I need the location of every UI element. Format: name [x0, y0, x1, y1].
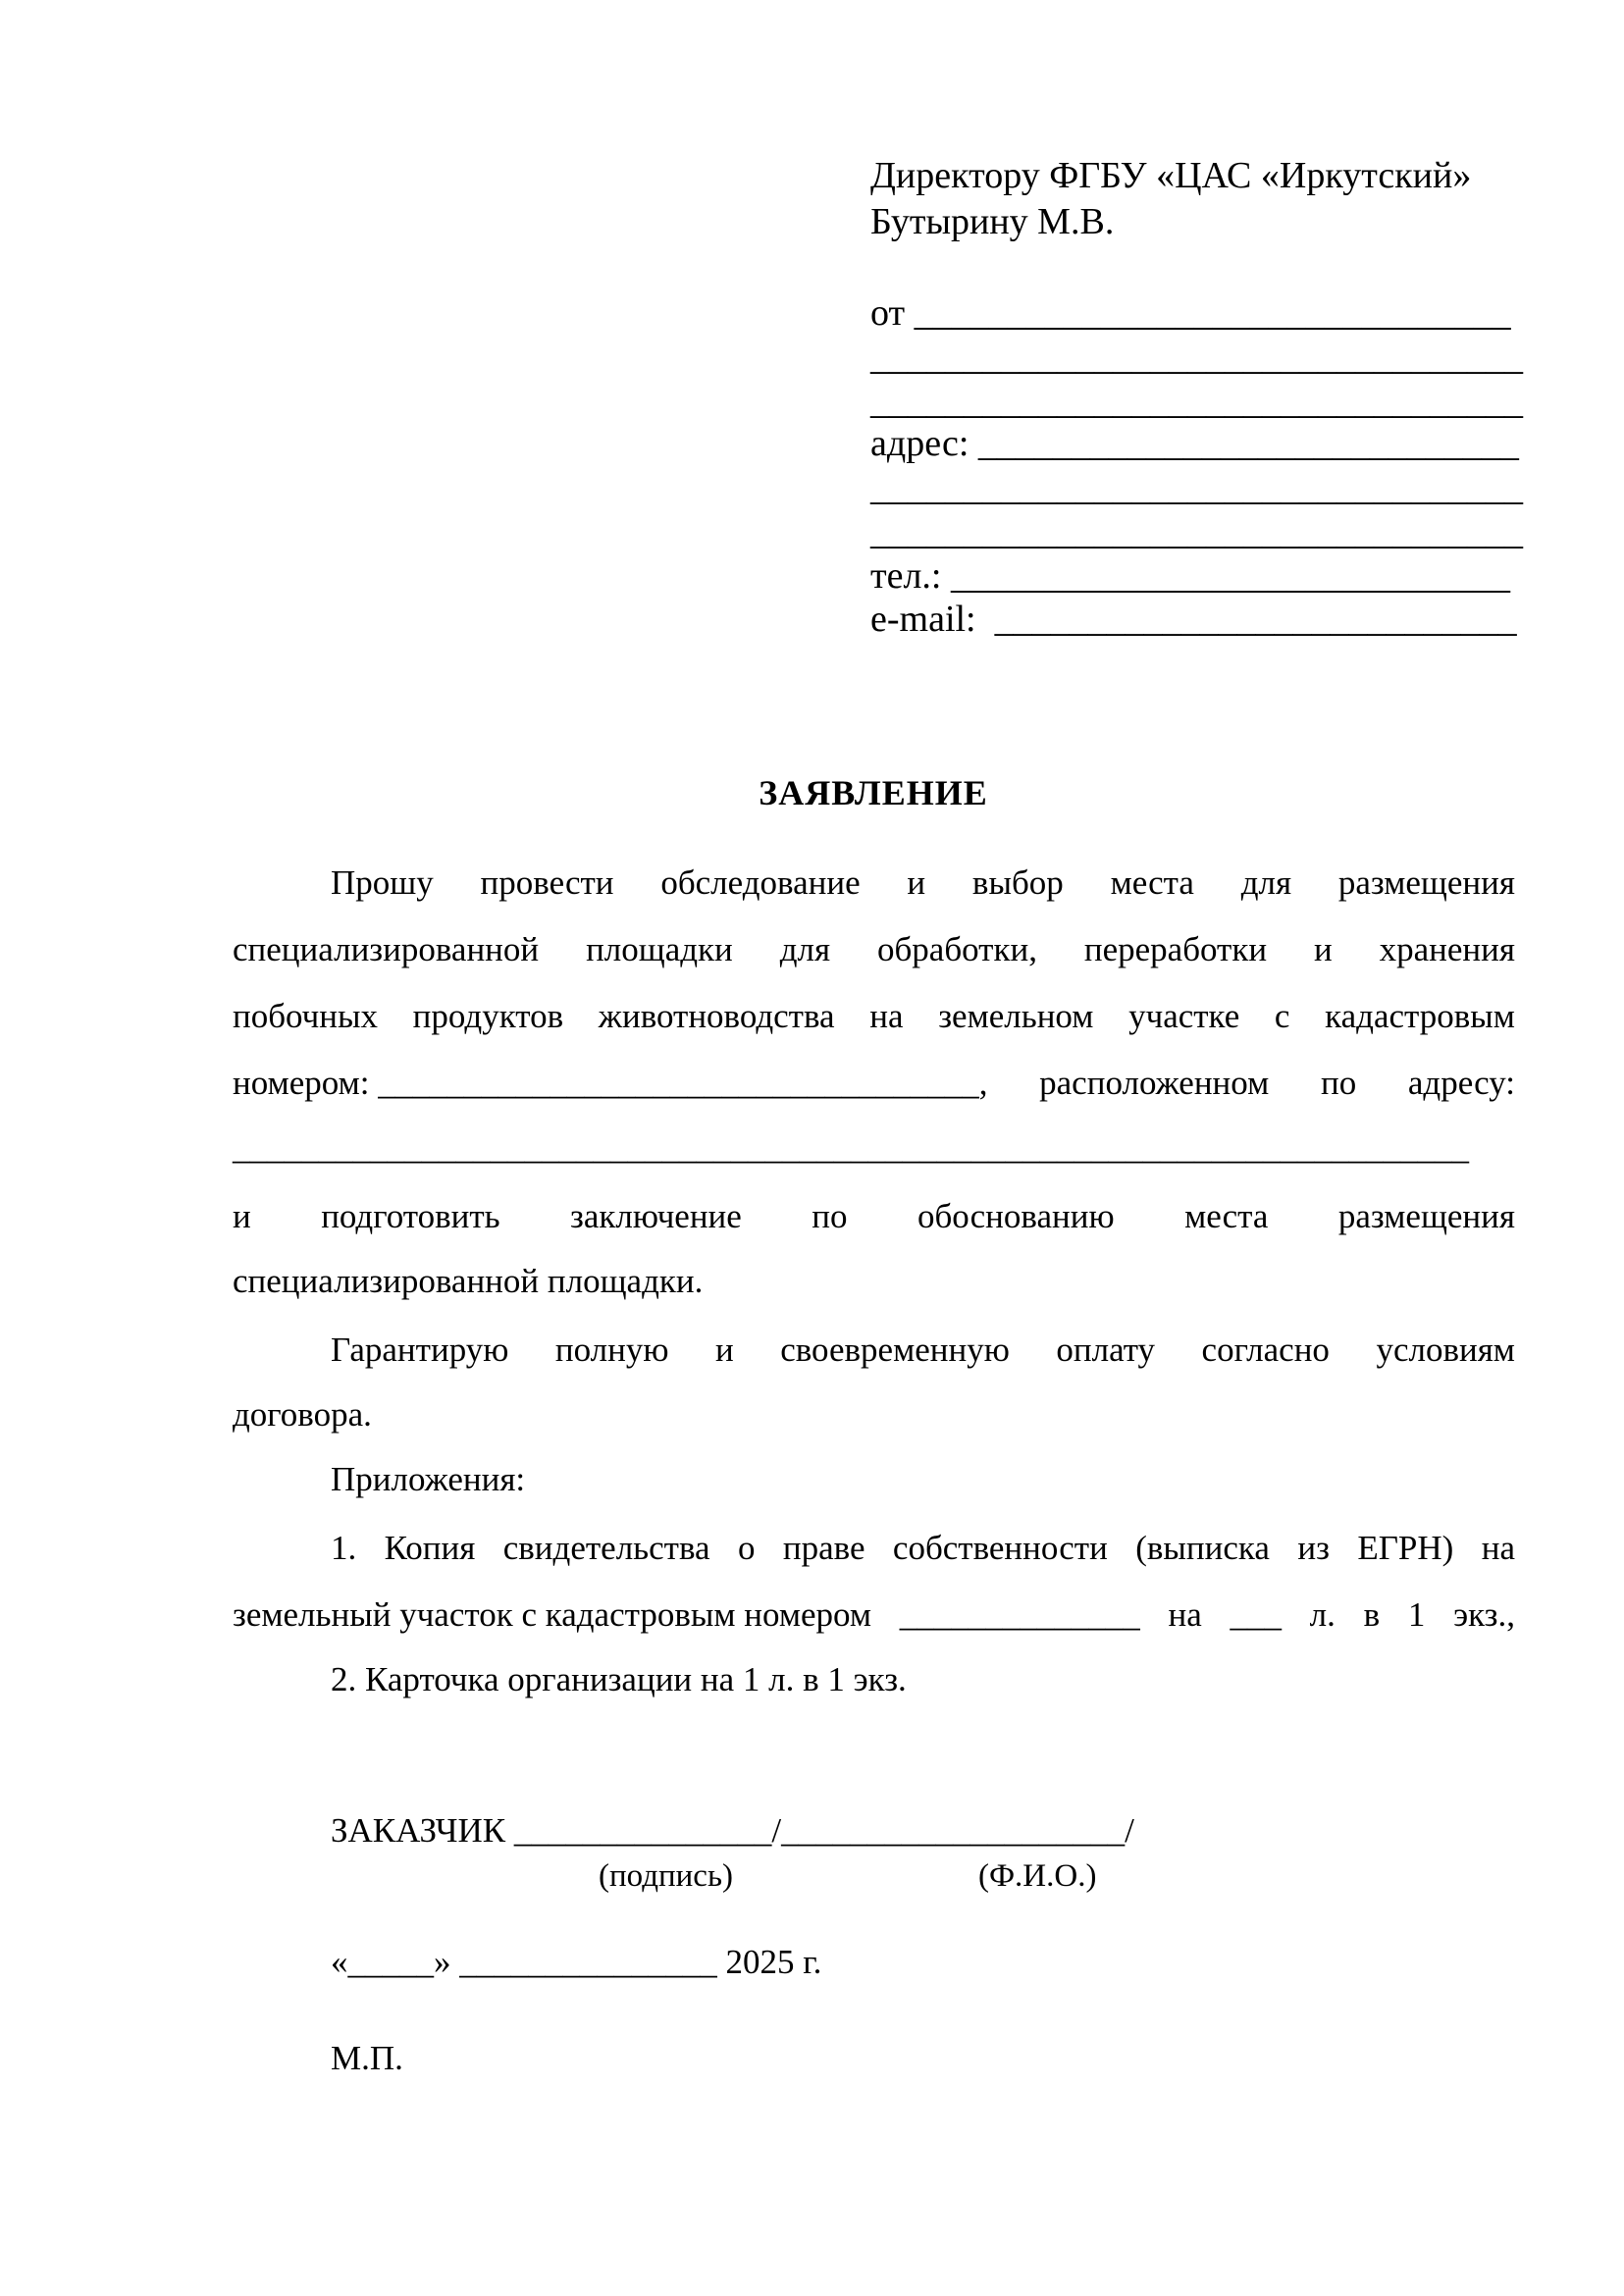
word: полную [554, 1331, 669, 1369]
date-line[interactable]: «_____» _______________ 2025 г. [331, 1943, 822, 1981]
stamp-placeholder: М.П. [331, 2039, 403, 2077]
word: и [233, 1197, 251, 1235]
word: места [1110, 863, 1194, 902]
sender-from-line-2[interactable]: ___________________________________ [870, 337, 1523, 378]
sender-address-line-3[interactable]: ___________________________________ [870, 511, 1523, 552]
word: расположенном [1039, 1064, 1270, 1102]
word: на [869, 997, 904, 1035]
word: по [1320, 1064, 1357, 1102]
word: места [1184, 1197, 1269, 1235]
word: и [715, 1331, 734, 1369]
word: условиям [1376, 1331, 1515, 1369]
word: обследование [660, 863, 861, 902]
word: размещения [1337, 863, 1515, 902]
word: обоснованию [917, 1197, 1115, 1235]
word: собственности [892, 1529, 1108, 1567]
word: праве [782, 1529, 865, 1567]
body-guarantee-line-2: договора. [233, 1395, 372, 1434]
word: адресу: [1407, 1064, 1515, 1102]
word: специализированной [233, 930, 540, 968]
word: с [1274, 997, 1290, 1035]
attachment-1-line-1 [331, 1529, 1515, 1568]
sender-from-line-3[interactable]: ___________________________________ [870, 381, 1523, 422]
word: и [1313, 930, 1333, 968]
word: участке [1128, 997, 1240, 1035]
body-line-5-address-blank[interactable]: ________________________________________________________________________ [233, 1128, 1469, 1167]
attachment-1-line-2 [233, 1595, 1515, 1635]
word: Прошу [331, 863, 434, 902]
word: 1 [1407, 1595, 1426, 1634]
word: побочных [233, 997, 378, 1035]
word: подготовить [321, 1197, 500, 1235]
word: заключение [570, 1197, 742, 1235]
word: хранения [1379, 930, 1515, 968]
body-line-2 [233, 930, 1515, 969]
full-name-caption: (Ф.И.О.) [978, 1858, 1097, 1894]
word: и [907, 863, 926, 902]
sender-phone-field[interactable]: тел.: ______________________________ [870, 555, 1510, 597]
attachments-label: Приложения: [331, 1460, 526, 1498]
word: земельном [938, 997, 1094, 1035]
word: земельный участок с кадастровым номером [233, 1595, 872, 1634]
word: Копия [384, 1529, 476, 1567]
word: своевременную [780, 1331, 1010, 1369]
word: в [1363, 1595, 1381, 1634]
word: для [779, 930, 831, 968]
attachment-2: 2. Карточка организации на 1 л. в 1 экз. [331, 1660, 907, 1698]
sender-from-field[interactable]: от ________________________________ [870, 292, 1511, 334]
word: номером: ___________________________________, [233, 1064, 988, 1102]
word: обработки, [876, 930, 1037, 968]
addressee-line-2: Бутырину М.В. [870, 201, 1115, 242]
customer-signature-line[interactable]: ЗАКАЗЧИК _______________/____________________/ [331, 1811, 1134, 1850]
word: по [812, 1197, 848, 1235]
word: Гарантирую [331, 1331, 509, 1369]
body-line-3 [233, 997, 1515, 1036]
word: из [1297, 1529, 1330, 1567]
sender-address-line-2[interactable]: ___________________________________ [870, 467, 1523, 508]
word: провести [480, 863, 614, 902]
word: л. [1309, 1595, 1336, 1634]
word: согласно [1201, 1331, 1330, 1369]
word: животноводства [598, 997, 835, 1035]
word: оплату [1056, 1331, 1156, 1369]
addressee-line-1: Директору ФГБУ «ЦАС «Иркутский» [870, 155, 1472, 196]
word: продуктов [412, 997, 564, 1035]
word: кадастровым [1325, 997, 1515, 1035]
word: площадки [586, 930, 733, 968]
body-line-6 [233, 1197, 1515, 1236]
body-line-7: специализированной площадки. [233, 1262, 704, 1300]
word: о [737, 1529, 756, 1567]
word: для [1240, 863, 1292, 902]
word: на [1168, 1595, 1202, 1634]
body-guarantee-line-1 [331, 1331, 1515, 1370]
word: переработки [1083, 930, 1268, 968]
body-line-4 [233, 1064, 1515, 1103]
word: ______________ [899, 1595, 1140, 1634]
word: (выписка [1135, 1529, 1270, 1567]
word: экз., [1453, 1595, 1515, 1634]
sender-email-field[interactable]: e-mail: ____________________________ [870, 599, 1517, 640]
sender-address-field[interactable]: адрес: _____________________________ [870, 423, 1519, 464]
word: на [1481, 1529, 1515, 1567]
word: ЕГРН) [1357, 1529, 1454, 1567]
word: 1. [331, 1529, 357, 1567]
signature-caption: (подпись) [599, 1858, 733, 1894]
word: свидетельства [502, 1529, 710, 1567]
word: размещения [1337, 1197, 1515, 1235]
word: выбор [971, 863, 1064, 902]
body-line-1 [331, 863, 1515, 903]
document-title: ЗАЯВЛЕНИЕ [759, 773, 988, 812]
word: ___ [1230, 1595, 1282, 1634]
